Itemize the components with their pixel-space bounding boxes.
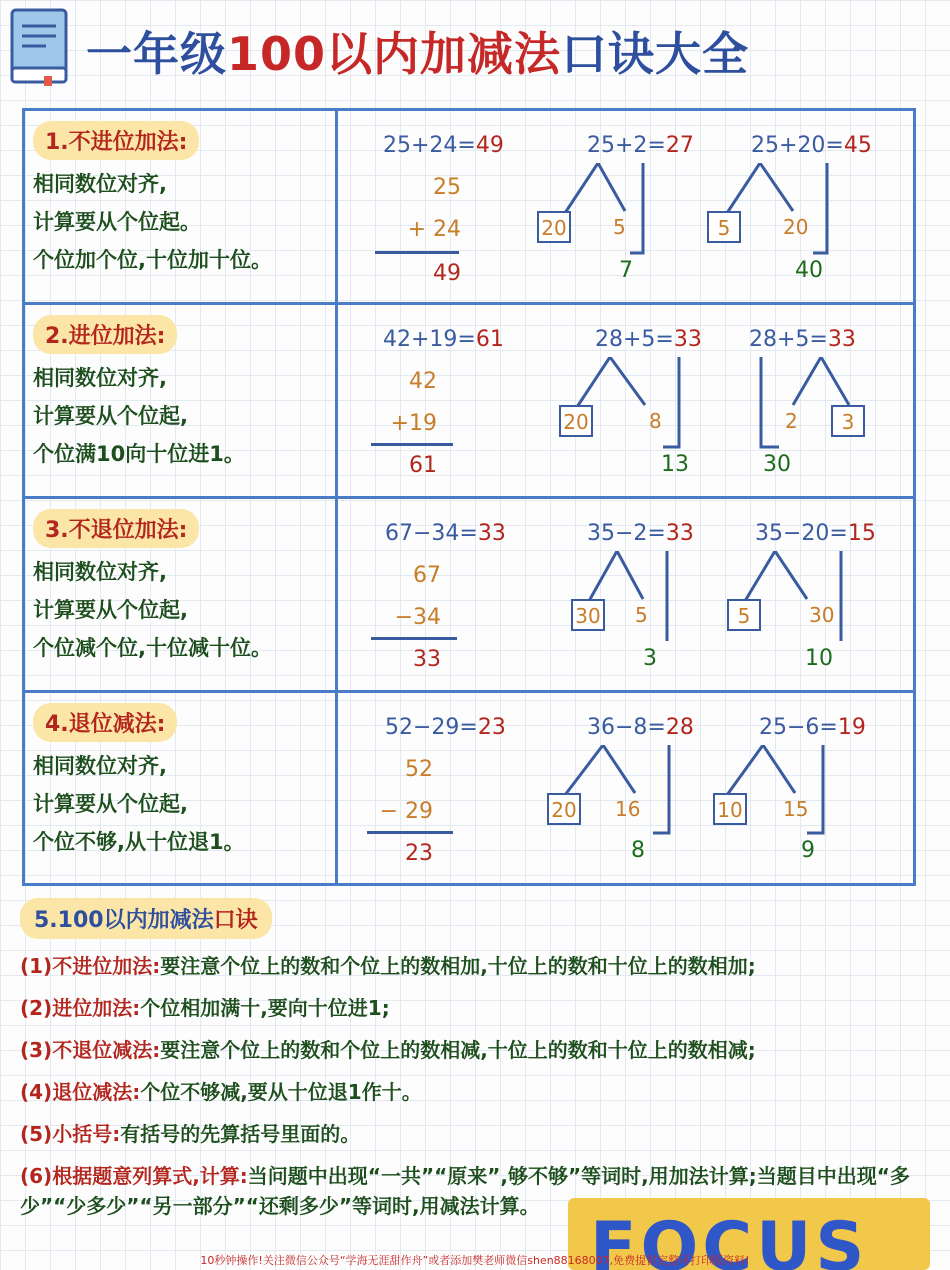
split-diagram [569, 551, 699, 691]
rules-table [22, 108, 916, 886]
split-diagram [545, 745, 695, 885]
split-right-num: 15 [783, 797, 809, 821]
split-right-box: 3 [831, 405, 865, 437]
rule-line: 计算要从个位起, [33, 404, 188, 428]
book-icon [8, 6, 70, 86]
split-left-box: 20 [559, 405, 593, 437]
table-row [25, 111, 913, 305]
rule-line: 相同数位对齐, [33, 366, 167, 390]
split-diagram [705, 163, 845, 303]
rule-line: 相同数位对齐, [33, 172, 167, 196]
rule-cell [33, 703, 333, 856]
rule-line: 计算要从个位起, [33, 598, 188, 622]
rule-line: 个位不够,从十位退1。 [33, 830, 245, 854]
split-equation: 35−20=15 [755, 521, 876, 546]
split-right-num: 30 [809, 603, 835, 627]
split-sum: 10 [805, 646, 833, 671]
section-title: 1.不进位加法: [33, 121, 199, 160]
split-diagram [535, 163, 665, 303]
vertical-bottom: + 24 [407, 217, 461, 242]
split-diagram [557, 357, 697, 497]
split-equation: 28+5=33 [595, 327, 702, 352]
section-title: 5.100以内加减法口诀 [20, 898, 272, 939]
vertical-line [367, 831, 453, 834]
split-sum: 30 [763, 452, 791, 477]
mnemonic-item: (5)小括号:有括号的先算括号里面的。 [20, 1122, 361, 1146]
split-equation: 36−8=28 [587, 715, 694, 740]
split-right-num: 20 [783, 215, 809, 239]
split-sum: 7 [619, 258, 633, 283]
rule-line: 相同数位对齐, [33, 560, 167, 584]
footer-note: 10秒钟操作!关注微信公众号“学海无涯甜作舟”或者添加樊老师微信shen88168007,免费提供完整可打印版资料! [200, 1254, 750, 1267]
mnemonic-item: (1)不进位加法:要注意个位上的数和个位上的数相加,十位上的数和十位上的数相加; [20, 954, 756, 978]
rule-line: 相同数位对齐, [33, 754, 167, 778]
vertical-top: 67 [413, 563, 441, 588]
vertical-line [371, 443, 453, 446]
split-sum: 13 [661, 452, 689, 477]
table-row [25, 499, 913, 693]
split-equation: 35−2=33 [587, 521, 694, 546]
split-sum: 3 [643, 646, 657, 671]
split-right-num: 5 [613, 215, 626, 239]
title-part1: 一年级 [86, 27, 227, 81]
title-part3: 口诀大全 [561, 27, 750, 81]
mnemonic-item: (2)进位加法:个位相加满十,要向十位进1; [20, 996, 390, 1020]
mnemonic-item: (3)不退位减法:要注意个位上的数和个位上的数相减,十位上的数和十位上的数相减; [20, 1038, 756, 1062]
table-row [25, 305, 913, 499]
page-title [86, 18, 749, 84]
section-title: 3.不退位加法: [33, 509, 199, 548]
vertical-equation: 52−29=23 [385, 715, 506, 740]
split-right-num: 8 [649, 409, 662, 433]
split-right-num: 16 [615, 797, 641, 821]
split-left-box: 5 [727, 599, 761, 631]
rule-line: 计算要从个位起。 [33, 210, 201, 234]
vertical-top: 42 [409, 369, 437, 394]
split-left-box: 20 [547, 793, 581, 825]
split-sum: 9 [801, 838, 815, 863]
vertical-answer: 49 [433, 261, 461, 286]
section-title: 2.进位加法: [33, 315, 177, 354]
rule-line: 个位加个位,十位加十位。 [33, 248, 272, 272]
split-equation: 25−6=19 [759, 715, 866, 740]
split-equation: 25+20=45 [751, 133, 872, 158]
vertical-line [371, 637, 457, 640]
rule-cell [33, 121, 333, 274]
vertical-equation: 42+19=61 [383, 327, 504, 352]
rule-line: 计算要从个位起, [33, 792, 188, 816]
split-left-num: 2 [785, 409, 798, 433]
split-diagram [711, 745, 861, 885]
split-sum: 8 [631, 838, 645, 863]
split-diagram [725, 551, 865, 691]
section-title: 4.退位减法: [33, 703, 177, 742]
vertical-bottom: −34 [394, 605, 441, 630]
rule-line: 个位减个位,十位减十位。 [33, 636, 272, 660]
vertical-top: 52 [405, 757, 433, 782]
split-diagram [751, 357, 871, 497]
vertical-answer: 61 [409, 453, 437, 478]
title-part2: 100以内加减法 [227, 27, 562, 81]
vertical-answer: 33 [413, 647, 441, 672]
vertical-equation: 67−34=33 [385, 521, 506, 546]
vertical-bottom: − 29 [379, 799, 433, 824]
split-left-box: 30 [571, 599, 605, 631]
vertical-equation: 25+24=49 [383, 133, 504, 158]
vertical-bottom: +19 [390, 411, 437, 436]
split-left-box: 20 [537, 211, 571, 243]
rule-line: 个位满10向十位进1。 [33, 442, 245, 466]
split-equation: 28+5=33 [749, 327, 856, 352]
split-left-box: 10 [713, 793, 747, 825]
split-equation: 25+2=27 [587, 133, 694, 158]
vertical-top: 25 [433, 175, 461, 200]
mnemonic-item: (6)根据题意列算式,计算:当问题中出现“一共”“原来”,够不够”等词时,用加法计算;当题目中出现“多少”“少多少”“另一部分”“还剩多少”等词时,用减法计算。 [20, 1164, 910, 1218]
split-left-box: 5 [707, 211, 741, 243]
vertical-answer: 23 [405, 841, 433, 866]
rule-cell [33, 509, 333, 662]
mnemonic-item: (4)退位减法:个位不够减,要从十位退1作十。 [20, 1080, 422, 1104]
mnemonic-section [20, 898, 930, 1221]
vertical-line [375, 251, 459, 254]
focus-text: FOCUS [590, 1208, 869, 1270]
split-right-num: 5 [635, 603, 648, 627]
rule-cell [33, 315, 333, 468]
table-row [25, 693, 913, 883]
header [0, 0, 950, 95]
split-sum: 40 [795, 258, 823, 283]
